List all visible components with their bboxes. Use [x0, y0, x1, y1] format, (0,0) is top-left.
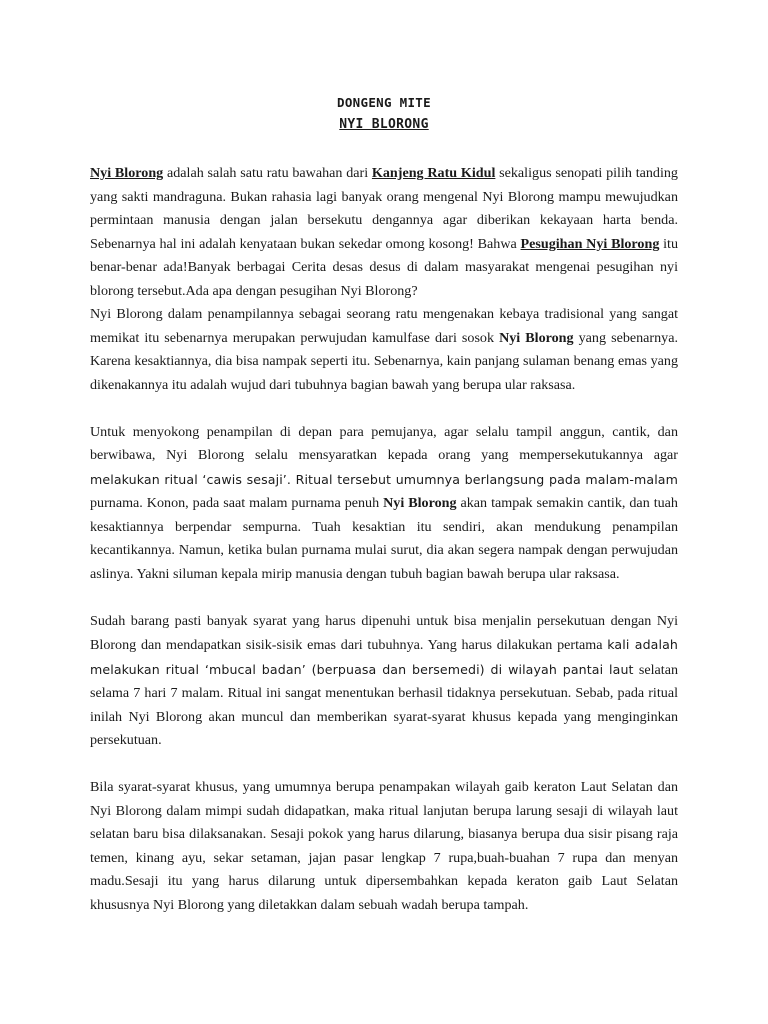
alt-font-run: melakukan ritual ‘cawis sesaji’. Ritual tersebut umumnya berlangsung pada malam-malam [90, 471, 678, 487]
bold-term: Nyi Blorong [90, 165, 164, 181]
title-line-2: NYI BLORONG [339, 117, 429, 132]
text-run: adalah salah satu ratu bawahan dari [163, 165, 372, 181]
paragraph-2 [90, 303, 678, 397]
paragraph-5 [90, 776, 678, 917]
paragraph-1 [90, 162, 678, 303]
bold-term: Pesugihan Nyi Blorong [520, 235, 660, 252]
bold-term: Nyi Blorong [499, 329, 574, 346]
paragraph-4 [90, 610, 678, 753]
title-block [90, 92, 678, 136]
title-line-1: DONGENG MITE [337, 95, 431, 110]
text-run: akan tampak semakin cantik, dan tuah kesaktiannya berpendar sempurna. Tuah kesaktian itu sendiri, akan mendukung penampilan kecantikannya. Namun, ketika bulan purnama mulai surut, dia akan segera nampak dengan perwujudan aslinya. Yakni siluman kepala mirip manusia dengan tubuh bagian bawah berupa ular raksasa. [90, 495, 678, 582]
document-page [90, 92, 678, 917]
bold-term: Kanjeng Ratu Kidul [371, 165, 496, 181]
text-run: sekaligus senopati pilih tanding yang sakti mandraguna. Bukan rahasia lagi banyak orang mengenal Nyi Blorong mampu mewujudkan permintaan manusia dengan jalan bersekutu dengannya agar diberikan kekayaan harta benda. Sebenarnya hal ini adalah kenyataan bukan sekedar omong kosong! Bahwa [90, 165, 678, 252]
text-run: itu benar-benar ada!Banyak berbagai Cerita desas desus di dalam masyarakat mengenai pesugihan nyi blorong tersebut.Ada apa dengan pesugihan Nyi Blorong? [90, 235, 679, 299]
alt-font-run: kali adalah melakukan ritual ‘mbucal badan’ (berpuasa dan bersemedi) di wilayah pantai laut [90, 637, 678, 677]
bold-term: Nyi Blorong [383, 495, 457, 511]
text-run: Bila syarat-syarat khusus, yang umumnya berupa penampakan wilayah gaib keraton Laut Selatan dan Nyi Blorong dalam mimpi sudah didapatkan, maka ritual lanjutan berupa larung sesaji di wilayah laut selatan baru bisa dilaksanakan. Sesaji pokok yang harus dilarung, biasanya berupa dua sisir pisang raja temen, kinang ayu, sekar setaman, jajan pasar lengkap 7 rupa,buah-buahan 7 rupa dan menyan madu.Sesaji itu yang harus dilarung untuk dipersembahkan kepada keraton gaib Laut Selatan khususnya Nyi Blorong yang diletakkan dalam sebuah wadah berupa tampah. [90, 779, 678, 913]
text-run: Sudah barang pasti banyak syarat yang harus dipenuhi untuk bisa menjalin persekutuan dengan Nyi Blorong dan mendapatkan sisik-sisik emas dari tubuhnya. Yang harus dilakukan pertama [90, 612, 678, 653]
text-run: Nyi Blorong dalam penampilannya sebagai seorang ratu mengenakan kebaya tradisional yang sangat memikat itu sebenarnya merupakan perwujudan kamulfase dari sosok [90, 306, 678, 346]
text-run: purnama. Konon, pada saat malam purnama penuh [90, 495, 384, 511]
text-run: selatan selama 7 hari 7 malam. Ritual ini sangat menentukan berhasil tidaknya persekutuan. Sebab, pada ritual inilah Nyi Blorong akan muncul dan memberikan syarat-syarat khusus kepada yang menginginkan persekutuan. [90, 661, 678, 748]
paragraph-3 [90, 421, 678, 587]
text-run: yang sebenarnya. Karena kesaktiannya, dia bisa nampak seperti itu. Sebenarnya, kain panjang sulaman benang emas yang dikenakannya itu adalah wujud dari tubuhnya bagian bawah yang berupa ular raksasa. [90, 329, 678, 393]
text-run: Untuk menyokong penampilan di depan para pemujanya, agar selalu tampil anggun, cantik, dan berwibawa, Nyi Blorong selalu mensyaratkan kepada orang yang mempersekutukannya agar [90, 423, 678, 463]
